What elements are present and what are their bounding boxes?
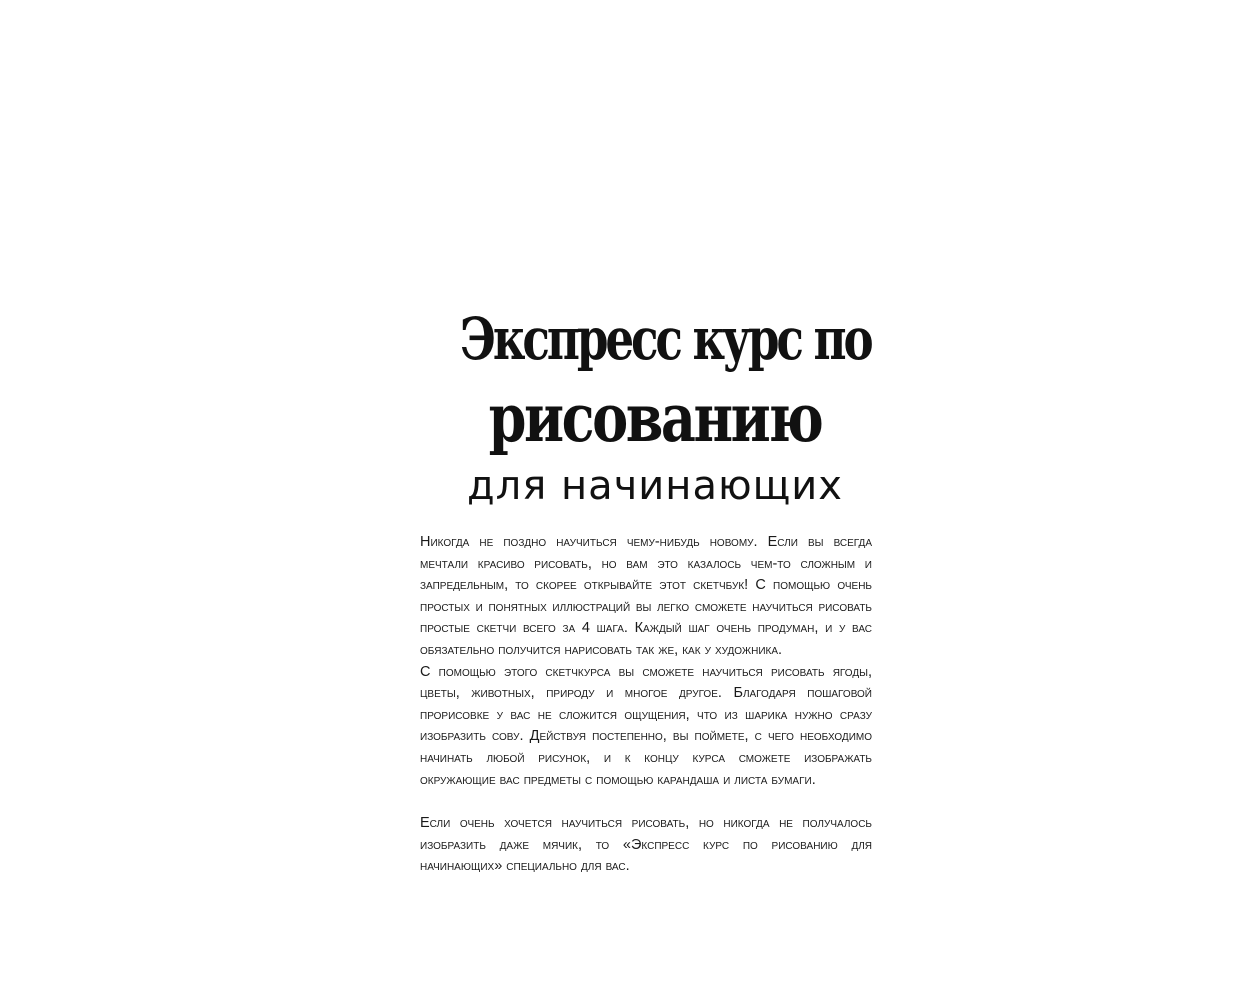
title-line-2: рисованию (488, 379, 822, 457)
description-text (420, 532, 872, 878)
paragraph-1: Никогда не поздно научиться чему-нибудь новому. Если вы всегда мечтали красиво рисовать, но вам это казалось чем-то сложным и запредельным, то скорее открывайте этот скетчбук! С помощью очень простых и понятных иллюстраций вы легко сможете научиться рисовать простые скетчи всего за 4 шага. Каждый шаг очень продуман, и у вас обязательно получится нарисовать так же, как у художника. (420, 534, 872, 658)
title-line-1: Экспресс курс по (460, 305, 871, 373)
paragraph-2: С помощью этого скетчкурса вы сможете научиться рисовать ягоды, цветы, животных, природу и многое другое. Благодаря пошаговой прорисовке у вас не сложится ощущения, что из шарика нужно сразу изобразить сову. Действуя постепенно, вы поймете, с чего необходимо начинать любой рисунок, и к концу курса сможете изображать окружающие вас предметы с помощью карандаша и листа бумаги. (420, 663, 872, 788)
page-subtitle: для начинающих (467, 463, 843, 509)
page-title (405, 300, 905, 458)
paragraph-3: Если очень хочется научиться рисовать, но никогда не получалось изобразить даже мячик, то «Экспресс курс по рисованию для начинающих» специально для вас. (420, 815, 872, 875)
